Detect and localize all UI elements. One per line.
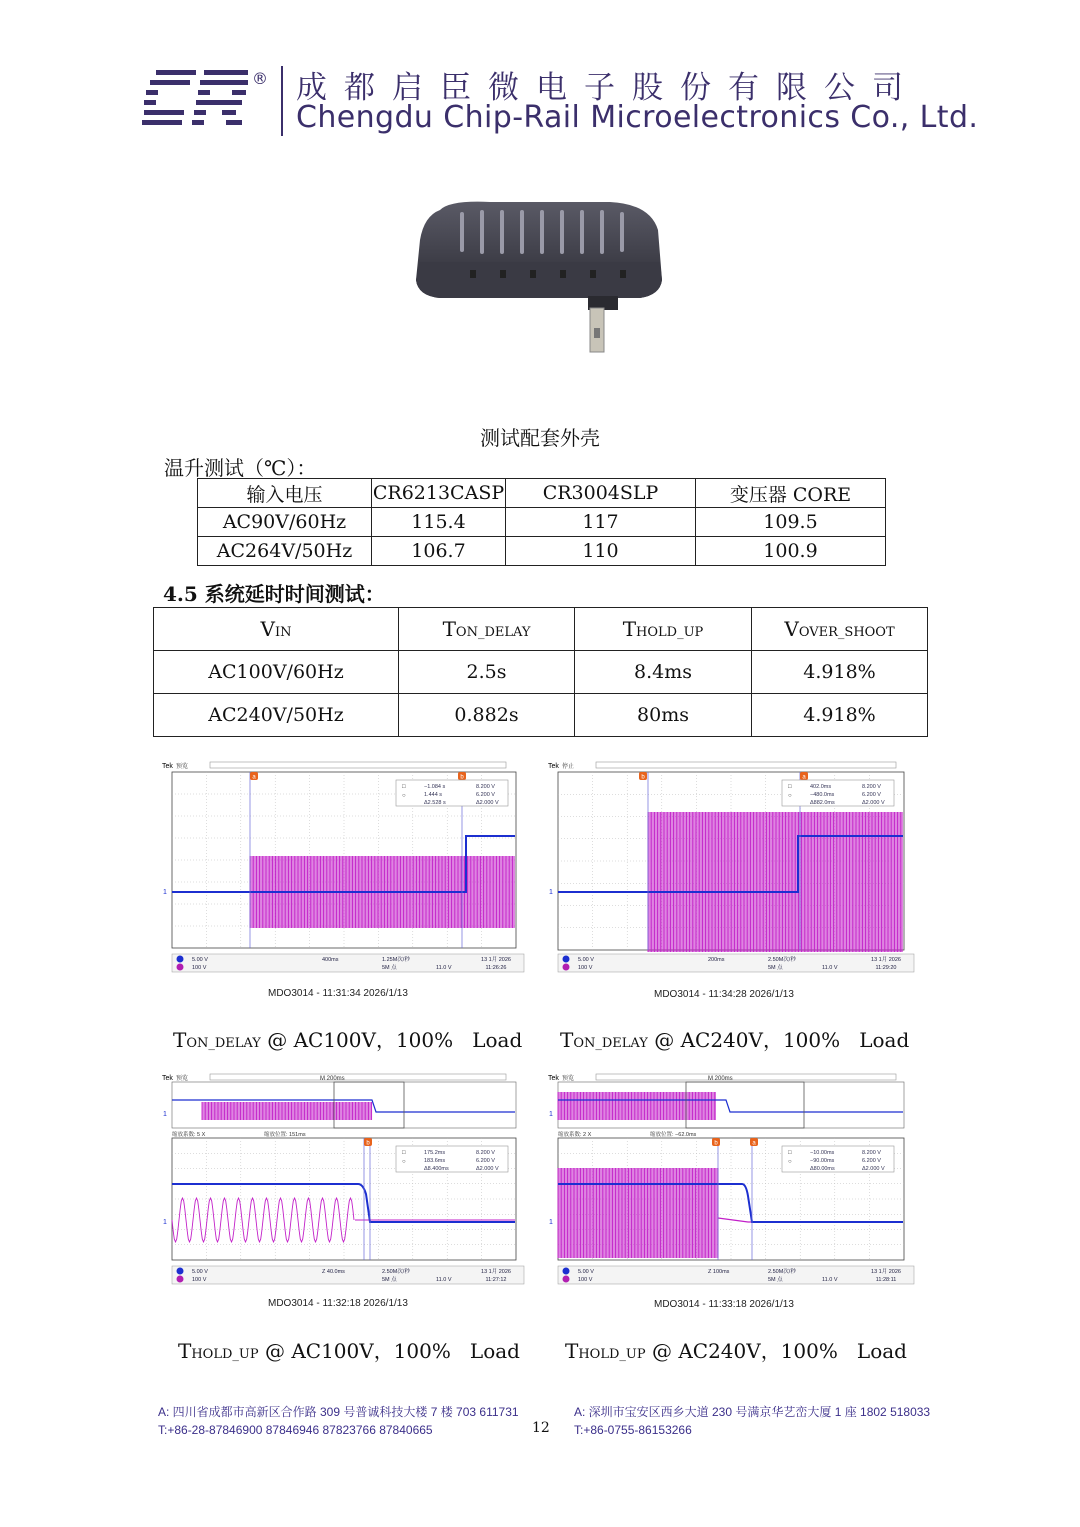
table-row	[198, 537, 886, 566]
table-cell: 80ms	[575, 694, 752, 737]
header-sub: IN	[274, 625, 292, 640]
photo-caption: 测试配套外壳	[480, 426, 600, 450]
cursor-readout-value: 8.200 V	[862, 1150, 881, 1156]
footer-phone-shenzhen: T:+86-0755-86153266	[574, 1423, 692, 1437]
trigger-level: 11.0 V	[436, 965, 452, 971]
cursor-readout-value: 175.2ms	[424, 1150, 446, 1156]
page-number: 12	[532, 1420, 550, 1436]
date-stamp: 13 1月 2026	[481, 1269, 511, 1275]
status-bar	[558, 1266, 914, 1284]
ch1-scale: 5.00 V	[192, 957, 208, 963]
ch1-ground-marker: 1	[549, 1219, 553, 1226]
table-header-row	[154, 608, 928, 651]
ch1-indicator	[177, 956, 184, 963]
label-main: T	[173, 1028, 187, 1052]
cursor-readout-value: 6.200 V	[862, 1158, 881, 1164]
zoom-factor: 缩放系数: 2 X	[558, 1132, 592, 1138]
status-bar	[172, 1266, 524, 1284]
cursor-marker-label: b	[460, 774, 464, 781]
ch2-scale: 100 V	[578, 1277, 593, 1283]
record-length: 5M 点	[382, 965, 397, 971]
zoom-timebase: M 200ms	[320, 1076, 345, 1082]
table-header-cell: 输入电压	[198, 479, 372, 508]
table-cell: AC240V/50Hz	[154, 694, 399, 737]
cursor-readout-value: −10.00ms	[810, 1150, 835, 1156]
sample-rate: 2.50M次/秒	[768, 1269, 796, 1275]
company-name-en: Chengdu Chip-Rail Microelectronics Co., Ltd.	[296, 100, 979, 135]
label-main: T	[178, 1339, 192, 1363]
ch1-scale: 5.00 V	[578, 957, 594, 963]
table-cell: 4.918%	[752, 694, 928, 737]
table-header-row	[198, 479, 886, 508]
header-sub: HOLD_UP	[636, 625, 704, 640]
scope-caption: MDO3014 - 11:32:18 2026/1/13	[268, 1298, 408, 1309]
cursor-marker-label: a	[802, 774, 806, 781]
ch1-indicator	[177, 1268, 184, 1275]
date-stamp: 13 1月 2026	[871, 1269, 901, 1275]
ch1-indicator	[563, 1268, 570, 1275]
header-separator	[281, 66, 283, 136]
cursor-readout-icon: □	[788, 784, 792, 790]
cursor-readout-value: Δ2.000 V	[862, 800, 885, 806]
ch2-scale: 100 V	[578, 965, 593, 971]
cursor-readout-value: 402.0ms	[810, 784, 832, 790]
cursor-readout-icon: ○	[402, 793, 406, 799]
ch2-scale: 100 V	[192, 965, 207, 971]
label-sub: HOLD_UP	[191, 1347, 259, 1362]
adapter-housing-photo	[410, 200, 670, 360]
ch2-indicator	[563, 964, 570, 971]
table-row	[198, 508, 886, 537]
table-header-cell	[752, 608, 928, 651]
timebase: 400ms	[322, 957, 339, 963]
tek-brand: Tek	[162, 763, 173, 770]
cursor-readout-icon: □	[402, 1150, 406, 1156]
cursor-readout-value: 8.200 V	[862, 784, 881, 790]
table-header-cell: CR3004SLP	[506, 479, 696, 508]
table-header-cell	[154, 608, 399, 651]
cursor-marker-label: b	[714, 1140, 718, 1147]
company-logo	[142, 68, 272, 132]
footer-address-shenzhen: A: 深圳市宝安区西乡大道 230 号满京华艺峦大厦 1 座 1802 518033	[574, 1405, 931, 1419]
cursor-readout-value: 8.200 V	[476, 1150, 495, 1156]
table-header-cell	[575, 608, 752, 651]
cursor-readout-value: −1.084 s	[424, 784, 446, 790]
record-length: 5M 点	[768, 965, 783, 971]
label-rest: @ AC240V，100% Load	[645, 1339, 907, 1363]
date-stamp: 13 1月 2026	[871, 957, 901, 963]
tek-brand: Tek	[162, 1075, 173, 1082]
time-stamp: 11:26:26	[485, 965, 507, 971]
plot-label	[565, 1335, 907, 1364]
ch1-ground-marker: 1	[549, 1111, 553, 1118]
oscilloscope-capture	[160, 1072, 526, 1288]
scope-caption: MDO3014 - 11:34:28 2026/1/13	[654, 989, 794, 1000]
record-length: 5M 点	[382, 1277, 397, 1283]
ch2-indicator	[177, 964, 184, 971]
zoom-position: 缩放位置: −62.0ms	[650, 1132, 697, 1138]
table-header-cell: CR6213CASP	[372, 479, 506, 508]
table-cell: 106.7	[372, 537, 506, 566]
sample-rate: 1.25M次/秒	[382, 957, 410, 963]
date-stamp: 13 1月 2026	[481, 957, 511, 963]
label-sub: HOLD_UP	[578, 1347, 646, 1362]
cursor-readout-value: 183.6ms	[424, 1158, 446, 1164]
timebase: Z 40.0ms	[322, 1269, 345, 1275]
label-rest: @ AC100V，100% Load	[260, 1028, 523, 1052]
time-stamp: 11:27:12	[485, 1277, 507, 1283]
cursor-readout-icon: □	[402, 784, 406, 790]
cursor-marker-label: b	[641, 774, 645, 781]
time-stamp: 11:28:11	[875, 1277, 897, 1283]
svg-text:®: ®	[252, 69, 268, 88]
cursor-readout-value: Δ2.000 V	[476, 1166, 499, 1172]
record-bar	[210, 762, 506, 768]
header-main: T	[622, 617, 637, 641]
header-main: V	[260, 617, 275, 641]
oscilloscope-capture	[160, 760, 526, 976]
footer-phone-chengdu: T:+86-28-87846900 87846946 87823766 87840665	[158, 1423, 433, 1437]
run-status: 预览	[562, 1076, 575, 1082]
cursor-readout-icon: ○	[788, 1159, 792, 1165]
label-rest: @ AC100V，100% Load	[258, 1339, 520, 1363]
label-main: T	[565, 1339, 579, 1363]
cursor-readout-icon: ○	[402, 1159, 406, 1165]
tek-brand: Tek	[548, 1075, 559, 1082]
cursor-readout-value: Δ2.528 s	[424, 800, 446, 806]
zoom-factor: 缩放系数: 5 X	[172, 1132, 206, 1138]
record-bar	[596, 762, 896, 768]
cursor-readout-value: 6.200 V	[476, 1158, 495, 1164]
ch2-indicator	[563, 1276, 570, 1283]
scope-caption: MDO3014 - 11:31:34 2026/1/13	[268, 988, 408, 999]
oscilloscope-capture	[546, 1072, 916, 1288]
run-status: 预览	[176, 764, 189, 770]
cursor-readout-value: Δ882.0ms	[810, 800, 835, 806]
cursor-readout-value: Δ2.000 V	[476, 800, 499, 806]
delay-test-table	[153, 607, 928, 737]
tek-brand: Tek	[548, 763, 559, 770]
zoom-position: 缩放位置: 151ms	[264, 1132, 306, 1138]
trigger-level: 11.0 V	[822, 1277, 838, 1283]
label-sub: ON_DELAY	[573, 1036, 648, 1051]
temp-test-title: 温升测试（℃）：	[164, 456, 317, 480]
table-cell: 117	[506, 508, 696, 537]
status-bar	[172, 954, 524, 972]
cursor-readout-value: Δ8.400ms	[424, 1166, 449, 1172]
company-name-cn: 成都启臣微电子股份有限公司	[296, 70, 920, 106]
scope-caption: MDO3014 - 11:33:18 2026/1/13	[654, 1299, 794, 1310]
temp-rise-table	[197, 478, 886, 566]
ch1-scale: 5.00 V	[192, 1269, 208, 1275]
trigger-level: 11.0 V	[436, 1277, 452, 1283]
ch1-indicator	[563, 956, 570, 963]
ch1-scale: 5.00 V	[578, 1269, 594, 1275]
table-row	[154, 694, 928, 737]
sample-rate: 2.50M次/秒	[768, 957, 796, 963]
label-rest: @ AC240V，100% Load	[647, 1028, 910, 1052]
ch2-indicator	[177, 1276, 184, 1283]
cursor-readout-value: Δ2.000 V	[862, 1166, 885, 1172]
table-cell: AC100V/60Hz	[154, 651, 399, 694]
oscilloscope-capture	[546, 760, 916, 976]
cursor-readout-value: 8.200 V	[476, 784, 495, 790]
ch1-ground-marker: 1	[163, 889, 167, 896]
cursor-marker-label: a	[252, 774, 256, 781]
cursor-readout-icon: □	[788, 1150, 792, 1156]
plot-label	[560, 1024, 909, 1053]
ch1-ground-marker: 1	[163, 1219, 167, 1226]
timebase: Z 100ms	[708, 1269, 730, 1275]
footer-address-chengdu: A: 四川省成都市高新区合作路 309 号普诚科技大楼 7 楼 703 611731	[158, 1405, 519, 1419]
cursor-readout-value: 1.444 s	[424, 792, 443, 798]
label-sub: ON_DELAY	[186, 1036, 261, 1051]
table-cell: 2.5s	[399, 651, 575, 694]
table-cell: 0.882s	[399, 694, 575, 737]
sample-rate: 2.50M次/秒	[382, 1269, 410, 1275]
table-cell: 110	[506, 537, 696, 566]
cursor-readout-value: −480.0ms	[810, 792, 835, 798]
table-cell: 100.9	[696, 537, 886, 566]
section-title: 4.5 系统延时时间测试：	[163, 582, 385, 606]
ch1-ground-marker: 1	[549, 889, 553, 896]
header-sub: ON_DELAY	[455, 625, 531, 640]
ch2-scale: 100 V	[192, 1277, 207, 1283]
label-main: T	[560, 1028, 574, 1052]
table-cell: AC264V/50Hz	[198, 537, 372, 566]
table-cell: 115.4	[372, 508, 506, 537]
cursor-readout-icon: ○	[788, 793, 792, 799]
cursor-marker-label: b	[366, 1140, 370, 1147]
trigger-level: 11.0 V	[822, 965, 838, 971]
table-header-cell: 变压器 CORE	[696, 479, 886, 508]
cursor-readout-value: 6.200 V	[862, 792, 881, 798]
plot-label	[178, 1335, 520, 1364]
table-cell: 8.4ms	[575, 651, 752, 694]
cursor-readout-value: Δ80.00ms	[810, 1166, 835, 1172]
table-cell: 4.918%	[752, 651, 928, 694]
record-bar	[596, 1074, 896, 1080]
run-status: 停止	[562, 764, 575, 770]
status-bar	[558, 954, 914, 972]
cursor-readout-value: −90.00ms	[810, 1158, 835, 1164]
cursor-readout-value: 6.200 V	[476, 792, 495, 798]
cursor-marker-label: a	[752, 1140, 756, 1147]
time-stamp: 11:29:20	[875, 965, 897, 971]
plot-label	[173, 1024, 522, 1053]
run-status: 预览	[176, 1076, 189, 1082]
header-main: V	[784, 617, 799, 641]
table-cell: 109.5	[696, 508, 886, 537]
record-bar	[210, 1074, 506, 1080]
zoom-timebase: M 200ms	[708, 1076, 733, 1082]
ch1-ground-marker: 1	[163, 1111, 167, 1118]
record-length: 5M 点	[768, 1277, 783, 1283]
table-row	[154, 651, 928, 694]
table-cell: AC90V/60Hz	[198, 508, 372, 537]
table-header-cell	[399, 608, 575, 651]
header-main: T	[442, 617, 456, 641]
header-sub: OVER_SHOOT	[798, 625, 895, 640]
timebase: 200ms	[708, 957, 725, 963]
